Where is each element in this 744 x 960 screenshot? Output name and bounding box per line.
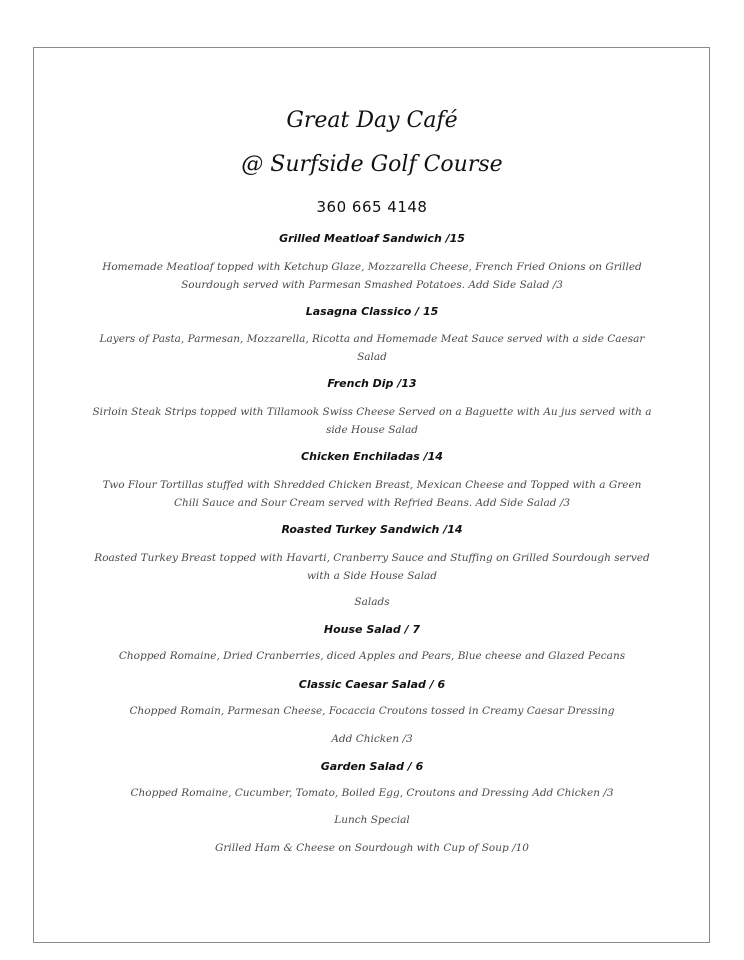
menu-item-description: Two Flour Tortillas stuffed with Shredded Chicken Breast, Mexican Cheese and Topped with a Green Chili Sauce and Sour Cream served with Refried Beans. Add Side Salad /3 bbox=[102, 479, 642, 509]
menu-item-description: Chopped Romain, Parmesan Cheese, Focaccia Croutons tossed in Creamy Caesar Dressing bbox=[129, 705, 615, 717]
lunch-special-description: Grilled Ham & Cheese on Sourdough with Cup of Soup /10 bbox=[215, 842, 529, 854]
lunch-special-heading: Lunch Special bbox=[334, 814, 410, 826]
cafe-location: @ Surfside Golf Course bbox=[241, 152, 503, 177]
menu-item-name: Classic Caesar Salad / 6 bbox=[298, 678, 446, 691]
salads-heading: Salads bbox=[354, 596, 390, 608]
menu-item-description: Chopped Romaine, Dried Cranberries, diced Apples and Pears, Blue cheese and Glazed Pecans bbox=[118, 650, 626, 662]
menu-item-description: Chopped Romaine, Cucumber, Tomato, Boiled Egg, Croutons and Dressing Add Chicken /3 bbox=[130, 787, 614, 799]
menu-item-name: Grilled Meatloaf Sandwich /15 bbox=[279, 232, 465, 245]
phone-number: 360 665 4148 bbox=[316, 198, 428, 216]
menu-item-name: French Dip /13 bbox=[327, 377, 417, 390]
menu-item-name: House Salad / 7 bbox=[323, 623, 421, 636]
cafe-title: Great Day Café bbox=[286, 108, 458, 133]
menu-item-name: Garden Salad / 6 bbox=[320, 760, 424, 773]
menu-item-name: Chicken Enchiladas /14 bbox=[301, 450, 443, 463]
menu-item-name: Roasted Turkey Sandwich /14 bbox=[281, 523, 463, 536]
menu-item-description: Sirloin Steak Strips topped with Tillamook Swiss Cheese Served on a Baguette with Au jus served with a side House Salad bbox=[92, 406, 652, 436]
menu-item-description: Roasted Turkey Breast topped with Havarti, Cranberry Sauce and Stuffing on Grilled Sourdough served with a Side House Salad bbox=[94, 552, 650, 582]
menu-item-name: Lasagna Classico / 15 bbox=[305, 305, 439, 318]
menu-item-description: Layers of Pasta, Parmesan, Mozzarella, Ricotta and Homemade Meat Sauce served with a side Caesar Salad bbox=[99, 333, 645, 363]
menu-item-description: Homemade Meatloaf topped with Ketchup Glaze, Mozzarella Cheese, French Fried Onions on Grilled Sourdough served with Parmesan Smashed Potatoes. Add Side Salad /3 bbox=[102, 261, 642, 291]
add-chicken-option: Add Chicken /3 bbox=[331, 733, 413, 745]
